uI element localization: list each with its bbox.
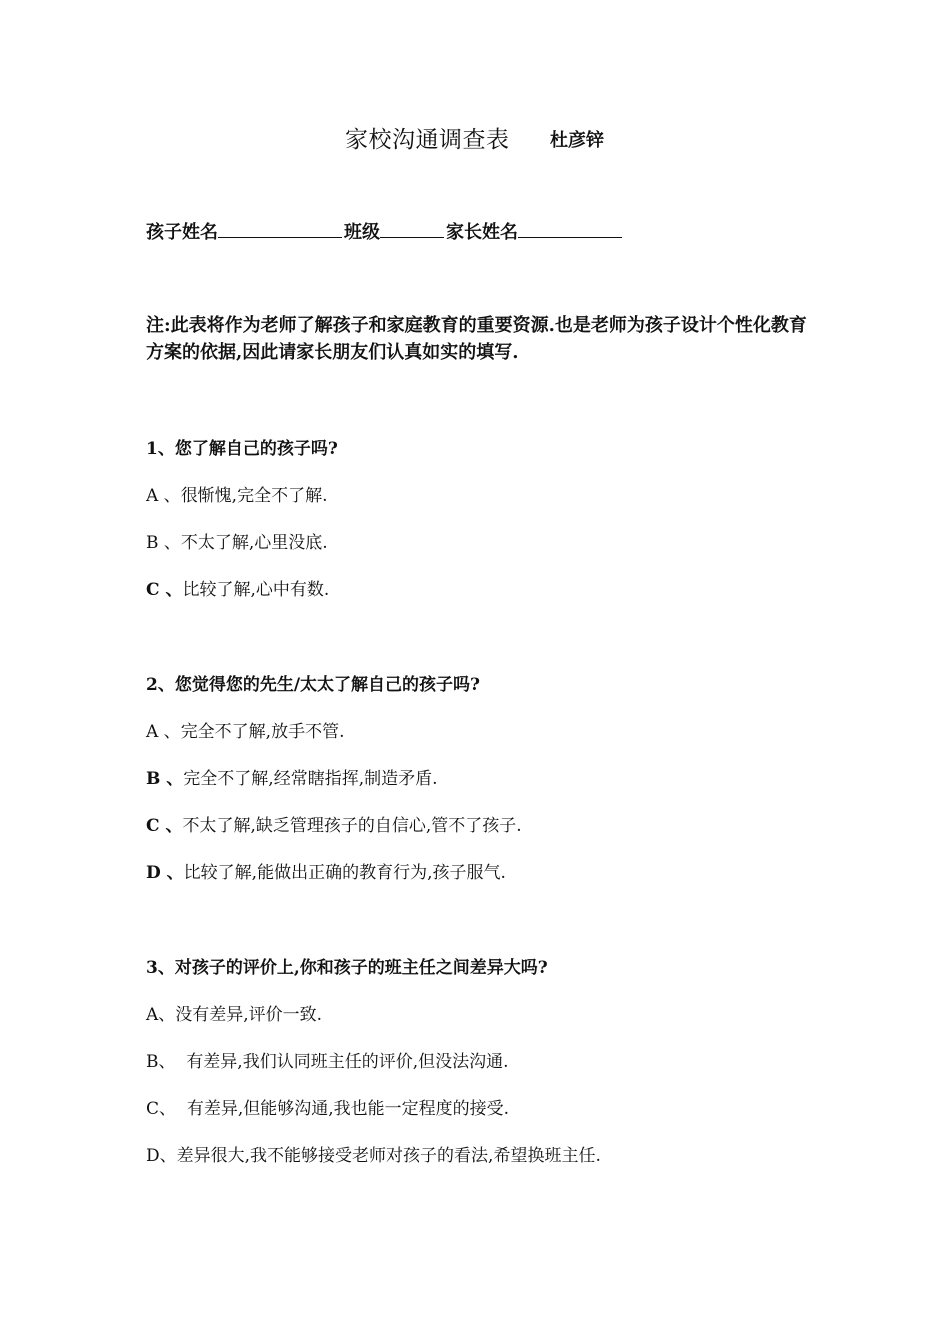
- option-2c[interactable]: [146, 811, 522, 836]
- option-text: 有差异,我们认同班主任的评价,但没法沟通.: [186, 1052, 509, 1072]
- class-blank[interactable]: [380, 219, 444, 238]
- info-line: [146, 218, 624, 244]
- option-letter: A、: [146, 1005, 176, 1025]
- author-name: 杜彦锌: [550, 130, 604, 151]
- option-text: 完全不了解,经常瞎指挥,制造矛盾.: [183, 769, 438, 789]
- page-title: 家校沟通调查表: [345, 127, 510, 153]
- option-1c[interactable]: [146, 575, 329, 600]
- option-letter: B 、: [146, 533, 181, 553]
- option-text: 比较了解,心中有数.: [182, 580, 330, 600]
- option-letter: A 、: [146, 486, 181, 506]
- option-3c[interactable]: [146, 1094, 509, 1119]
- option-1b[interactable]: [146, 528, 328, 553]
- option-letter: B、: [146, 1052, 187, 1072]
- option-3d[interactable]: [146, 1141, 601, 1166]
- option-2b[interactable]: [146, 764, 438, 789]
- option-3a[interactable]: [146, 1000, 322, 1025]
- parent-name-blank[interactable]: [518, 219, 622, 238]
- option-text: 比较了解,能做出正确的教育行为,孩子服气.: [183, 863, 506, 883]
- option-1a[interactable]: [146, 481, 328, 506]
- option-letter: A 、: [146, 722, 181, 742]
- option-letter: D 、: [146, 863, 184, 883]
- option-letter: C、: [146, 1099, 187, 1119]
- child-name-label: 孩子姓名: [146, 222, 218, 243]
- question-1: 1、您了解自己的孩子吗?: [146, 439, 338, 459]
- option-text: 很惭愧,完全不了解.: [180, 486, 328, 506]
- option-2a[interactable]: [146, 717, 345, 742]
- survey-note: 注:此表将作为老师了解孩子和家庭教育的重要资源.也是老师为孩子设计个性化教育方案的依据,因此请家长朋友们认真如实的填写.: [146, 315, 807, 363]
- option-text: 有差异,但能够沟通,我也能一定程度的接受.: [186, 1099, 510, 1119]
- option-text: 不太了解,心里没底.: [180, 533, 328, 553]
- question-3: 3、对孩子的评价上,你和孩子的班主任之间差异大吗?: [146, 958, 548, 978]
- option-text: 差异很大,我不能够接受老师对孩子的看法,希望换班主任.: [176, 1146, 601, 1166]
- option-2d[interactable]: [146, 858, 506, 883]
- child-name-blank[interactable]: [218, 219, 342, 238]
- class-label: 班级: [344, 222, 380, 243]
- option-letter: D、: [146, 1146, 177, 1166]
- option-text: 没有差异,评价一致.: [175, 1005, 323, 1025]
- option-text: 完全不了解,放手不管.: [180, 722, 345, 742]
- question-2: 2、您觉得您的先生/太太了解自己的孩子吗?: [146, 675, 480, 695]
- option-3b[interactable]: [146, 1047, 509, 1072]
- option-letter: B 、: [146, 769, 184, 789]
- option-text: 不太了解,缺乏管理孩子的自信心,管不了孩子.: [182, 816, 522, 836]
- option-letter: C 、: [146, 580, 183, 600]
- parent-name-label: 家长姓名: [446, 222, 518, 243]
- option-letter: C 、: [146, 816, 183, 836]
